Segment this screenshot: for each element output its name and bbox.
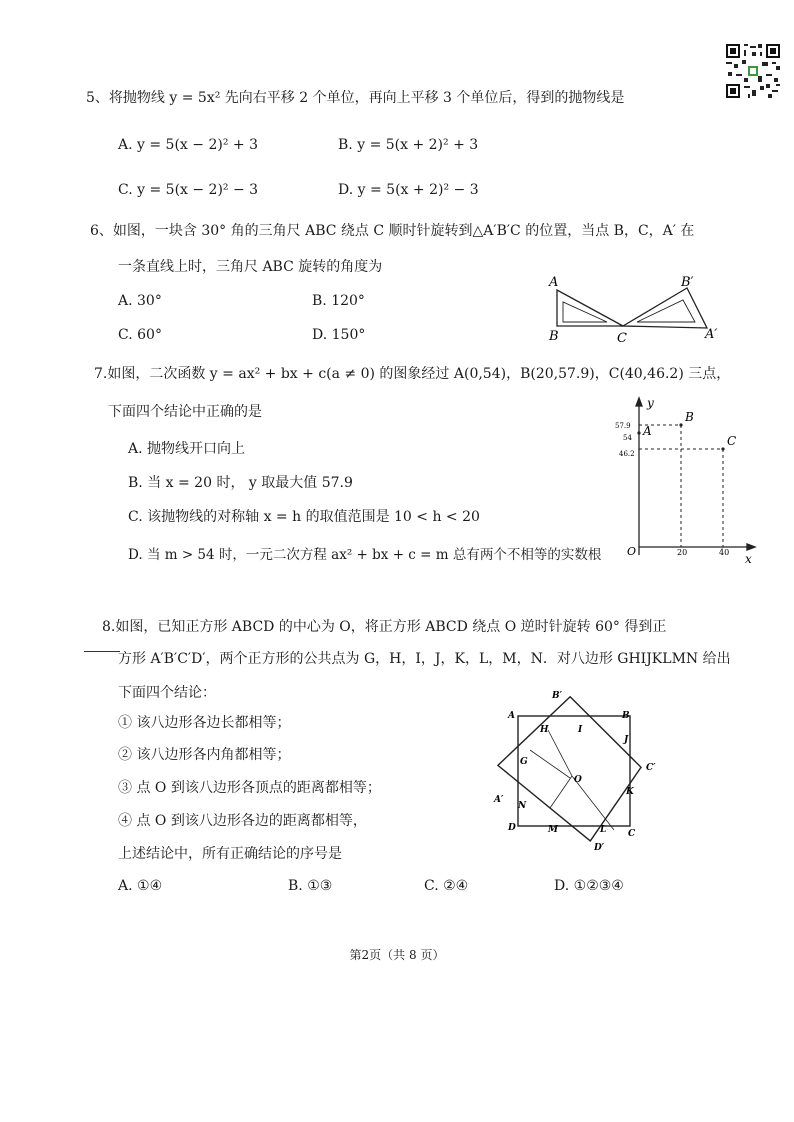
option-text: y = 5(x + 2)² + 3 (357, 137, 479, 153)
construction-line-2 (548, 730, 572, 776)
page-footer: 第2页（共 8 页） (349, 948, 445, 962)
label-N: N (518, 801, 527, 811)
label-J: J (624, 735, 629, 745)
q8-stem-line1 (102, 618, 666, 636)
point-label-C: C (727, 433, 737, 448)
margin-mark (84, 651, 120, 652)
label-I: I (578, 725, 583, 735)
q7-stem-line1 (94, 365, 730, 383)
x-axis-label: x (745, 552, 752, 566)
tick-y-57-9: 57.9 (615, 422, 631, 430)
option-label: C. (118, 182, 133, 198)
q8-option-d[interactable] (554, 877, 624, 895)
option-label: B. (288, 878, 303, 894)
option-text: y = 5(x − 2)² − 3 (137, 182, 259, 198)
construction-line-3 (550, 776, 572, 808)
label-A: A (549, 275, 559, 290)
q8-squares-figure (490, 690, 670, 855)
option-text: ①③ (307, 878, 333, 894)
option-label: B. (312, 293, 327, 309)
label-B: B (622, 711, 630, 721)
option-text: y = 5(x + 2)² − 3 (357, 182, 479, 198)
q7-stem-text-1: 如图，二次函数 y = ax² + bx + c(a ≠ 0) 的图象经过 A(0,54)，B(20,57.9)，C(40,46.2) 三点， (107, 366, 731, 382)
label-C: C (628, 829, 636, 839)
label-B: B (549, 329, 559, 344)
q5-stem-text: 将抛物线 y = 5x² 先向右平移 2 个单位，再向上平移 3 个单位后，得到的抛物线是 (108, 90, 625, 106)
option-label: C. (128, 509, 143, 525)
q8-option-a[interactable] (118, 877, 162, 895)
option-text: ②④ (443, 878, 469, 894)
option-text: 30° (137, 293, 162, 309)
option-text: 120° (331, 293, 365, 309)
point-B (679, 423, 682, 426)
option-label: D. (312, 327, 328, 343)
q8-conclusion-4: ④ 点 O 到该八边形各边的距离都相等， (118, 813, 367, 829)
q6-option-b[interactable] (312, 292, 365, 310)
q7-stem-line2: 下面四个结论中正确的是 (108, 404, 262, 420)
x-axis-arrow (747, 544, 755, 550)
q6-number: 6、 (90, 223, 113, 239)
point-label-B: B (685, 410, 694, 424)
q8-stem-text-1: 如图，已知正方形 ABCD 的中心为 O，将正方形 ABCD 绕点 O 逆时针旋转 60° 得到正 (115, 619, 667, 635)
option-label: B. (338, 137, 353, 153)
q5-number: 5、 (86, 90, 109, 106)
option-label: C. (118, 327, 133, 343)
triangle-abc (557, 290, 623, 326)
label-G: G (520, 757, 528, 767)
option-text: ①④ (137, 878, 163, 894)
option-text: 当 x = 20 时， y 取最大值 57.9 (147, 475, 353, 491)
label-O: O (574, 775, 582, 785)
q7-option-a[interactable] (128, 440, 245, 458)
option-text: 抛物线开口向上 (147, 441, 246, 457)
label-Aprime: A′ (705, 327, 718, 342)
q5-option-c[interactable] (118, 181, 258, 199)
q6-option-d[interactable] (312, 326, 365, 344)
label-M: M (548, 825, 558, 835)
label-Bprime: B′ (681, 275, 694, 290)
q5-stem (86, 89, 624, 107)
label-D: D (508, 823, 516, 833)
point-C (721, 447, 724, 450)
option-label: D. (554, 878, 570, 894)
label-H: H (540, 725, 549, 735)
q5-option-b[interactable] (338, 136, 478, 154)
y-axis-label: y (647, 396, 654, 410)
origin-label: O (627, 545, 637, 558)
tick-y-54: 54 (623, 434, 632, 442)
option-text: y = 5(x − 2)² + 3 (137, 137, 258, 153)
q7-option-b[interactable] (128, 474, 353, 492)
q8-stem-line4: 上述结论中，所有正确结论的序号是 (118, 846, 342, 862)
q8-option-c[interactable] (424, 877, 468, 895)
option-text: 当 m > 54 时，一元二次方程 ax² + bx + c = m 总有两个不相等的实数根 (146, 547, 602, 563)
q8-stem-line3: 下面四个结论： (118, 685, 216, 701)
tick-y-46-2: 46.2 (619, 450, 635, 458)
construction-line-1 (530, 750, 570, 778)
triangle-apbpc-inner (637, 300, 695, 322)
option-text: 该抛物线的对称轴 x = h 的取值范围是 10 < h < 20 (147, 509, 480, 525)
label-L: L (600, 825, 607, 835)
label-C: C (617, 331, 627, 344)
q6-option-a[interactable] (118, 292, 162, 310)
tick-x-20: 20 (677, 548, 688, 557)
q8-stem-line2: 方形 A′B′C′D′，两个正方形的公共点为 G，H，I，J，K，L，M，N．对八边形 GHIJKLMN 给出 (118, 651, 731, 667)
q8-conclusion-1: ① 该八边形各边长都相等； (118, 715, 291, 731)
option-label: A. (118, 137, 133, 153)
y-axis-arrow (636, 398, 642, 406)
q5-option-d[interactable] (338, 181, 479, 199)
q8-number: 8. (102, 619, 116, 635)
label-Bprime: B′ (552, 691, 562, 701)
point-label-A: A (643, 423, 652, 438)
option-label: D. (128, 547, 143, 563)
q6-triangle-figure (545, 272, 725, 344)
q5-option-a[interactable] (118, 136, 258, 154)
label-Aprime: A′ (494, 795, 504, 805)
point-A (637, 431, 640, 434)
q7-option-c[interactable] (128, 508, 480, 526)
option-label: C. (424, 878, 439, 894)
option-label: D. (338, 182, 354, 198)
label-A: A (508, 711, 515, 721)
option-label: A. (118, 293, 133, 309)
q8-conclusion-2: ② 该八边形各内角都相等； (118, 747, 291, 763)
q6-stem-text-1: 如图，一块含 30° 角的三角尺 ABC 绕点 C 顺时针旋转到△A′B′C 的位置，当点 B，C，A′ 在 (112, 223, 695, 239)
option-text: 60° (137, 327, 162, 343)
q8-conclusion-3: ③ 点 O 到该八边形各顶点的距离都相等； (118, 780, 381, 796)
option-label: B. (128, 475, 143, 491)
label-Cprime: C′ (646, 763, 656, 773)
option-label: A. (118, 878, 133, 894)
option-text: 150° (331, 327, 366, 343)
q6-stem-line2: 一条直线上时，三角尺 ABC 旋转的角度为 (118, 259, 383, 275)
q7-number: 7. (94, 366, 108, 382)
square-abcd (518, 716, 630, 826)
q7-coordinate-figure (615, 395, 760, 575)
q6-stem-line1 (90, 222, 694, 240)
option-text: ①②③④ (573, 878, 624, 894)
q6-option-c[interactable] (118, 326, 162, 344)
label-K: K (626, 787, 634, 797)
tick-x-40: 40 (719, 548, 730, 557)
qr-code-icon (724, 42, 782, 100)
label-Dprime: D′ (594, 843, 605, 853)
q8-option-b[interactable] (288, 877, 332, 895)
q7-option-d[interactable] (128, 546, 601, 564)
option-label: A. (128, 441, 143, 457)
